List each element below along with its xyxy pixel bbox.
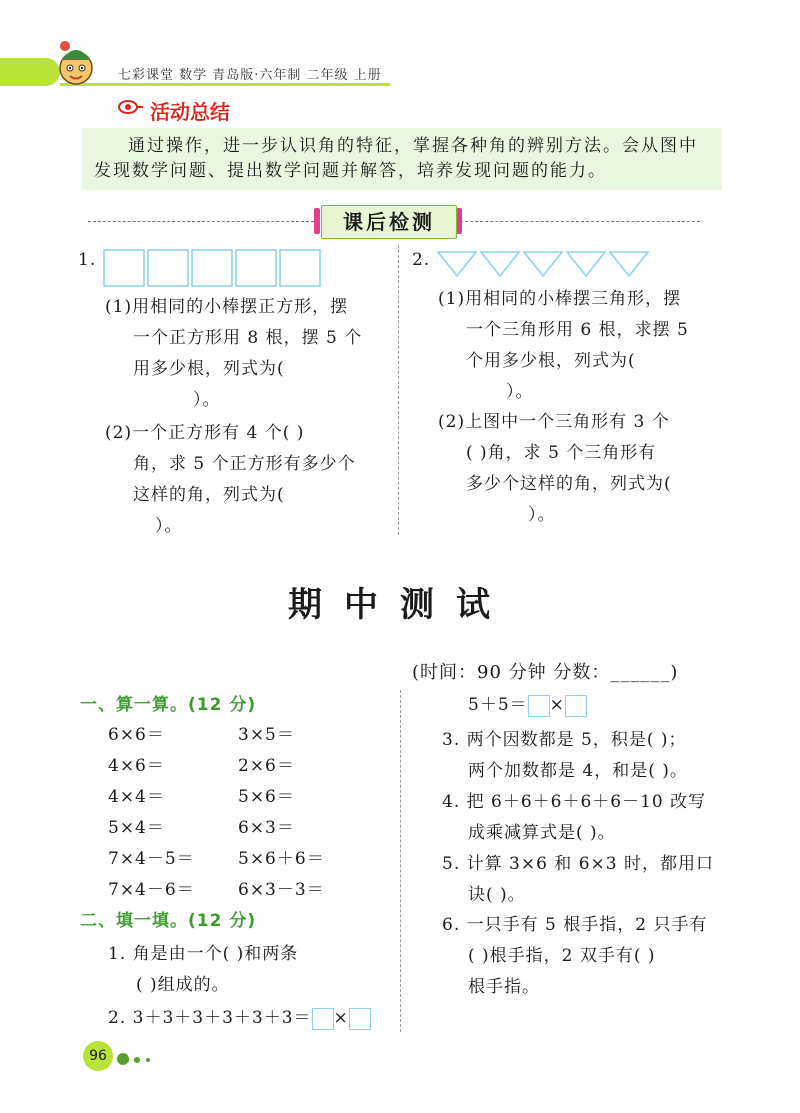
dot-decoration — [134, 1057, 140, 1063]
dot-decoration — [146, 1058, 150, 1062]
q1-part1 — [105, 292, 362, 416]
fill-2-cont-text: 5＋5＝ — [468, 695, 528, 715]
fill-2-continued — [468, 690, 587, 721]
fill-2 — [108, 1003, 371, 1034]
fill-6-line: 根手指。 — [468, 977, 540, 997]
column-divider — [398, 245, 399, 535]
q2-part2-line: (2)上图中一个三角形有 3 个 — [438, 412, 670, 432]
calc-row: 6×6＝ 3×5＝ — [108, 725, 295, 745]
answer-box[interactable] — [565, 695, 587, 717]
answer-box[interactable] — [528, 695, 550, 717]
q2-number: 2. — [412, 250, 431, 270]
q2-part2-line: ）。 — [528, 505, 556, 525]
section2-title: 二、填一填。(12 分) — [80, 911, 257, 931]
q1-part2-line: ）。 — [155, 516, 183, 536]
fill-6-line: ( )根手指，2 双手有( ) — [468, 946, 656, 966]
fill-4-line: 成乘减算式是( )。 — [468, 823, 616, 843]
fill-3-line: 两个加数都是 4，和是( )。 — [468, 761, 688, 781]
q1-part2 — [105, 418, 356, 542]
calc-row: 5×4＝ 6×3＝ — [108, 818, 295, 838]
q2-part1-line: 个用多少根，列式为( — [466, 351, 636, 371]
squares-figure — [102, 248, 326, 290]
q1-part2-line: 这样的角，列式为( — [133, 485, 285, 505]
q2-part1-line: ）。 — [506, 382, 534, 402]
fill-2-text: 2. 3＋3＋3＋3＋3＋3＝ — [108, 1008, 312, 1028]
triangles-figure — [436, 250, 654, 280]
q1-part2-line: (2)一个正方形有 4 个( ) — [105, 423, 305, 443]
fill-1-line: 1. 角是由一个( )和两条 — [108, 944, 299, 964]
page-number: 96 — [83, 1041, 113, 1071]
fill-5-line: 5. 计算 3×6 和 6×3 时，都用口 — [442, 854, 714, 874]
header-line — [60, 83, 390, 86]
fill-4 — [442, 787, 706, 849]
q2-part2-line: ( )角，求 5 个三角形有 — [466, 443, 657, 463]
fill-5-line: 诀( )。 — [468, 885, 526, 905]
q1-part1-line: 用多少根，列式为( — [133, 359, 285, 379]
q2-part1-line: 一个三角形用 6 根，求摆 5 — [466, 320, 689, 340]
calc-row: 7×4－6＝ 6×3－3＝ — [108, 880, 325, 900]
q1-part2-line: 角，求 5 个正方形有多少个 — [133, 454, 356, 474]
q1-part1-line: ）。 — [193, 390, 221, 410]
dot-decoration — [117, 1053, 129, 1065]
section1-title: 一、算一算。(12 分) — [80, 695, 257, 715]
divider — [88, 221, 314, 222]
activity-summary-title: 活动总结 — [150, 100, 230, 124]
after-class-banner: 课后检测 — [321, 205, 457, 239]
q2-part2 — [438, 407, 672, 531]
column-divider — [400, 690, 401, 1032]
fill-3-line: 3. 两个因数都是 5，积是( )； — [442, 730, 687, 750]
activity-summary-body: 通过操作，进一步认识角的特征，掌握各种角的辨别方法。会从图中发现数学问题、提出数学问题并解答，培养发现问题的能力。 — [82, 128, 722, 190]
q1-part1-line: (1)用相同的小棒摆正方形，摆 — [105, 297, 349, 317]
fill-4-line: 4. 把 6＋6＋6＋6＋6－10 改写 — [442, 792, 707, 812]
q2-part1 — [438, 284, 689, 408]
q2-part1-line: (1)用相同的小棒摆三角形，摆 — [438, 289, 682, 309]
q1-number: 1. — [78, 250, 97, 270]
fill-1-line: ( )组成的。 — [136, 975, 230, 995]
answer-box[interactable] — [349, 1008, 371, 1030]
calc-row: 4×6＝ 2×6＝ — [108, 756, 295, 776]
q1-part1-line: 一个正方形用 8 根，摆 5 个 — [133, 328, 363, 348]
times-sign: × — [333, 1008, 349, 1028]
times-sign: × — [549, 695, 565, 715]
calc-row: 4×4＝ 5×6＝ — [108, 787, 295, 807]
answer-box[interactable] — [312, 1008, 334, 1030]
fill-5 — [442, 849, 714, 911]
midterm-title: 期中测试 — [288, 585, 512, 625]
header-text: 七彩课堂 数学 青岛版·六年制 二年级 上册 — [118, 68, 382, 83]
q2-part2-line: 多少个这样的角，列式为( — [466, 474, 672, 494]
fill-6-line: 6. 一只手有 5 根手指，2 只手有 — [442, 915, 708, 935]
eye-icon — [118, 99, 144, 115]
calc-row: 7×4－5＝ 5×6＋6＝ — [108, 849, 325, 869]
calc-list — [108, 720, 325, 906]
fill-6 — [442, 910, 707, 1003]
fill-3 — [442, 725, 688, 787]
mascot-icon — [50, 38, 102, 88]
fill-1 — [108, 939, 298, 1001]
banner-decoration — [314, 208, 320, 234]
divider — [460, 221, 700, 222]
time-score: (时间：90 分钟 分数：______) — [412, 662, 679, 683]
